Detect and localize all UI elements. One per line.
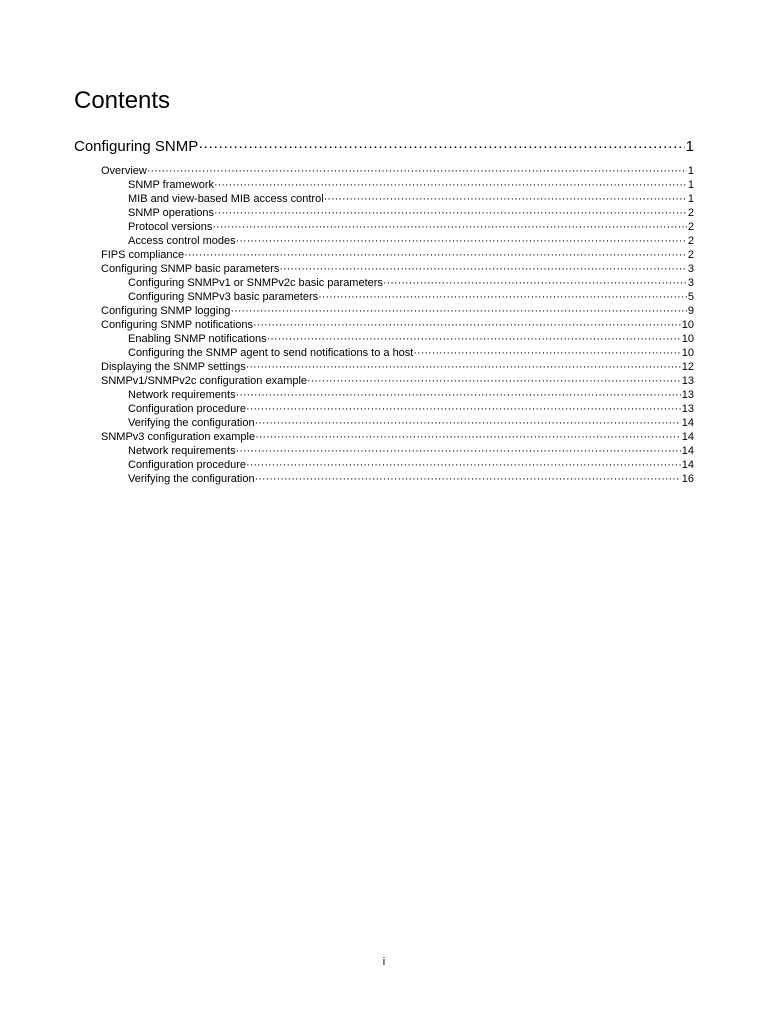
- dot-leader: [246, 402, 681, 416]
- toc-entry-title: Displaying the SNMP settings: [101, 361, 246, 373]
- toc-entry-page-number: 3: [687, 277, 694, 289]
- toc-entry-title: SNMPv3 configuration example: [101, 431, 256, 443]
- toc-entry-page-number: 2: [687, 221, 694, 233]
- toc-entry-page-number: 1: [687, 165, 694, 177]
- toc-entry[interactable]: [74, 234, 694, 248]
- toc-entry-title: Configuring SNMPv1 or SNMPv2c basic parameters: [128, 277, 383, 289]
- toc-entry[interactable]: [74, 402, 694, 416]
- toc-entry-page-number: 10: [681, 347, 694, 359]
- toc-entry-title: Protocol versions: [128, 221, 213, 233]
- toc-entry[interactable]: [74, 458, 694, 472]
- dot-leader: [236, 444, 681, 458]
- toc-entry-page-number: 1: [687, 193, 694, 205]
- toc-entry-title: Configuring the SNMP agent to send notifications to a host: [128, 347, 414, 359]
- dot-leader: [255, 472, 681, 486]
- toc-entry-title: Configuring SNMP basic parameters: [101, 263, 280, 275]
- toc-entry-page-number: 10: [681, 319, 694, 331]
- table-of-contents: [74, 134, 694, 486]
- dot-leader: [383, 276, 687, 290]
- toc-entry-page-number: 3: [687, 263, 694, 275]
- toc-entry[interactable]: [74, 304, 694, 318]
- dot-leader: [236, 234, 687, 248]
- toc-entry-title: Network requirements: [128, 445, 236, 457]
- toc-entry-title: SNMP framework: [128, 179, 214, 191]
- dot-leader: [214, 206, 687, 220]
- toc-entry[interactable]: [74, 374, 694, 388]
- toc-entry-page-number: 14: [681, 459, 694, 471]
- toc-entry-page-number: 16: [681, 473, 694, 485]
- toc-entry-page-number: 2: [687, 235, 694, 247]
- dot-leader: [236, 388, 681, 402]
- toc-entry-title: FIPS compliance: [101, 249, 185, 261]
- toc-entry-title: Configuring SNMP: [74, 138, 199, 155]
- toc-entry[interactable]: [74, 346, 694, 360]
- toc-entry[interactable]: [74, 164, 694, 178]
- toc-entry-title: Configuring SNMP logging: [101, 305, 231, 317]
- toc-entry-title: Configuration procedure: [128, 459, 247, 471]
- toc-entry-title: SNMP operations: [128, 207, 215, 219]
- toc-entry[interactable]: [74, 332, 694, 346]
- toc-entry-title: Enabling SNMP notifications: [128, 333, 267, 345]
- toc-entry-page-number: 9: [687, 305, 694, 317]
- toc-entry-title: Verifying the configuration: [128, 417, 255, 429]
- dot-leader: [255, 430, 681, 444]
- toc-entry-page-number: 14: [681, 445, 694, 457]
- page-number-footer: i: [382, 956, 386, 968]
- dot-leader: [246, 458, 681, 472]
- toc-entry-title: Configuring SNMPv3 basic parameters: [128, 291, 319, 303]
- dot-leader: [212, 220, 687, 234]
- toc-entry-title: Overview: [101, 165, 147, 177]
- toc-entry-page-number: 14: [681, 431, 694, 443]
- toc-entry-title: Access control modes: [128, 235, 236, 247]
- dot-leader: [318, 290, 687, 304]
- toc-entry-page-number: 13: [681, 389, 694, 401]
- toc-entry[interactable]: [74, 248, 694, 262]
- toc-entry[interactable]: [74, 192, 694, 206]
- toc-entry-title: SNMPv1/SNMPv2c configuration example: [101, 375, 308, 387]
- toc-entry-page-number: 12: [681, 361, 694, 373]
- dot-leader: [413, 346, 680, 360]
- dot-leader: [279, 262, 687, 276]
- dot-leader: [267, 332, 681, 346]
- toc-entry[interactable]: [74, 262, 694, 276]
- dot-leader: [230, 304, 686, 318]
- dot-leader: [214, 178, 687, 192]
- toc-entry[interactable]: [74, 290, 694, 304]
- dot-leader: [253, 318, 681, 332]
- toc-entry-page-number: 13: [681, 403, 694, 415]
- toc-entry-page-number: 1: [685, 138, 694, 155]
- toc-entry[interactable]: [74, 472, 694, 486]
- toc-entry[interactable]: [74, 444, 694, 458]
- toc-entry[interactable]: [74, 276, 694, 290]
- toc-entry[interactable]: [74, 220, 694, 234]
- dot-leader: [324, 192, 687, 206]
- dot-leader: [184, 248, 687, 262]
- dot-leader: [198, 134, 684, 160]
- toc-entry-page-number: 5: [687, 291, 694, 303]
- toc-entry[interactable]: [74, 430, 694, 444]
- toc-entry-page-number: 2: [687, 207, 694, 219]
- dot-leader: [246, 360, 681, 374]
- toc-entry[interactable]: [74, 206, 694, 220]
- toc-entry-title: Configuration procedure: [128, 403, 247, 415]
- toc-entry[interactable]: [74, 318, 694, 332]
- dot-leader: [147, 164, 687, 178]
- toc-entry[interactable]: [74, 416, 694, 430]
- toc-entry-title: Network requirements: [128, 389, 236, 401]
- toc-entry-page-number: 14: [681, 417, 694, 429]
- contents-heading: Contents: [74, 87, 171, 114]
- toc-entry-page-number: 2: [687, 249, 694, 261]
- toc-entry-page-number: 13: [681, 375, 694, 387]
- toc-entry-page-number: 1: [687, 179, 694, 191]
- toc-entry-page-number: 10: [681, 333, 694, 345]
- toc-entry[interactable]: [74, 178, 694, 192]
- toc-entry-title: Verifying the configuration: [128, 473, 255, 485]
- toc-entry[interactable]: [74, 360, 694, 374]
- toc-entry-title: Configuring SNMP notifications: [101, 319, 254, 331]
- dot-leader: [307, 374, 681, 388]
- toc-chapter-entry[interactable]: [74, 134, 694, 160]
- toc-entry-title: MIB and view-based MIB access control: [128, 193, 324, 205]
- toc-entry[interactable]: [74, 388, 694, 402]
- dot-leader: [255, 416, 681, 430]
